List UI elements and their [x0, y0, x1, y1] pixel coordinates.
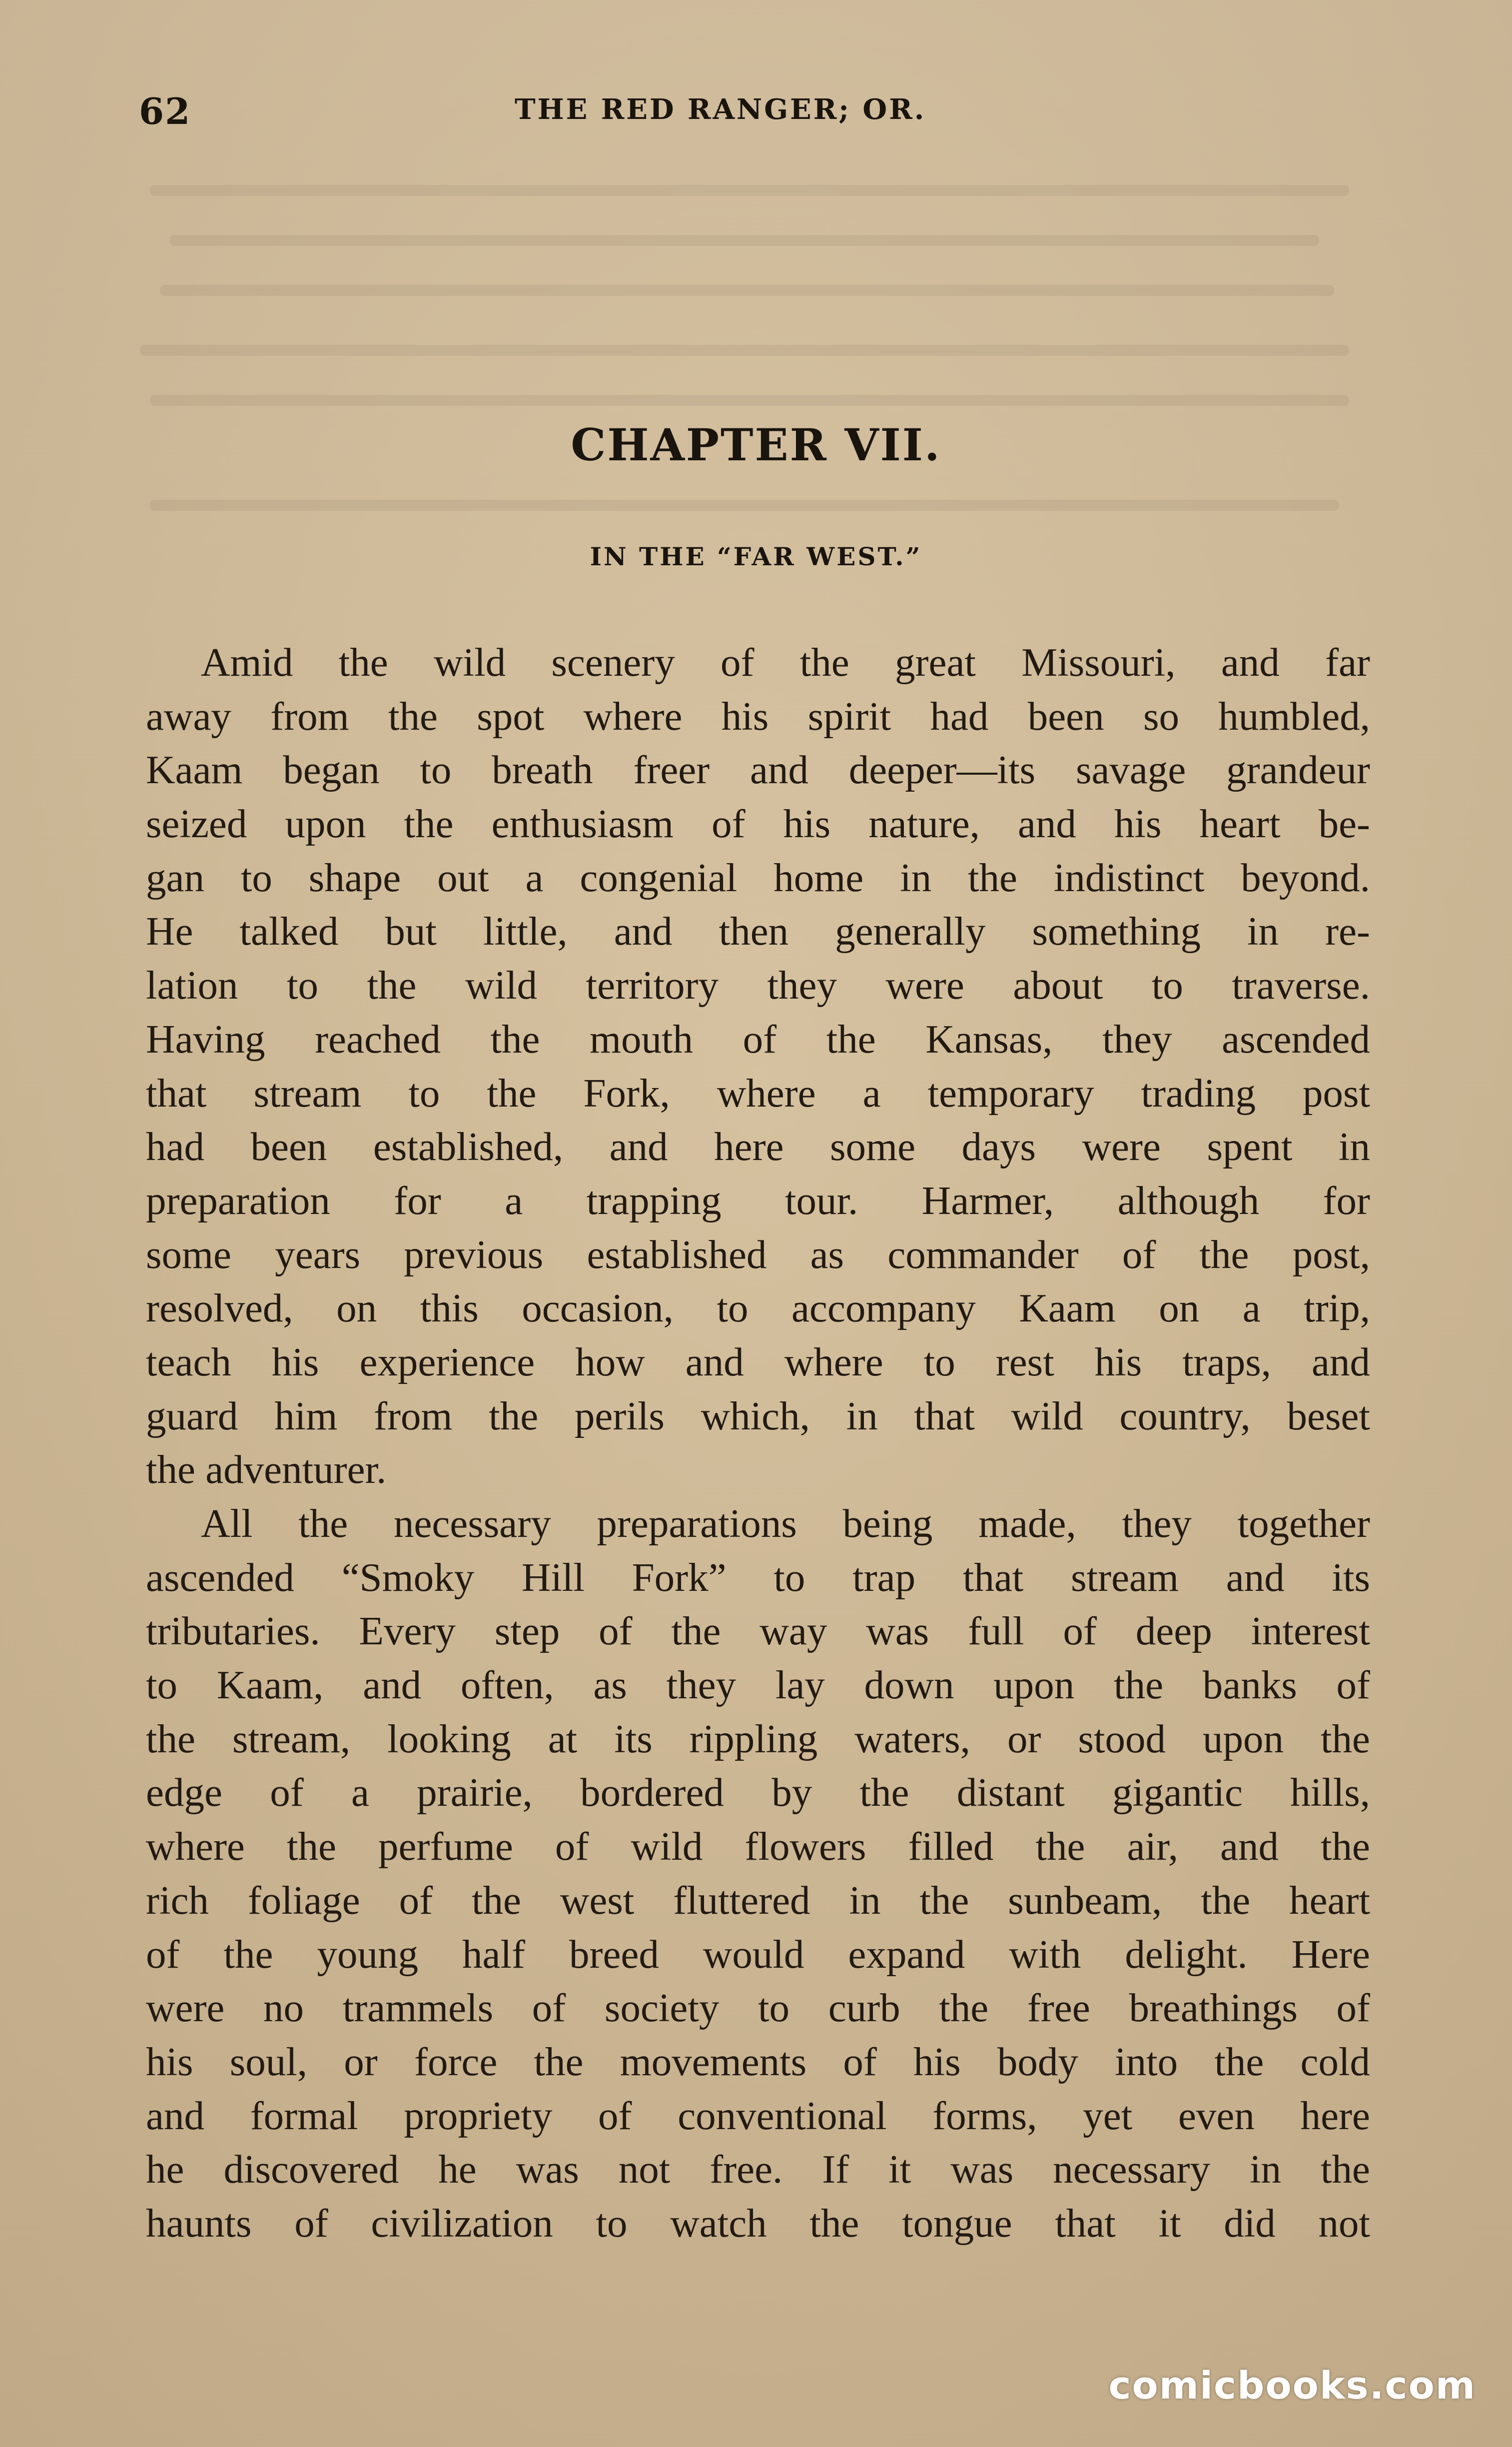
text-line: had been established, and here some days were spent in [146, 1124, 1370, 1170]
body-text [146, 636, 1370, 2251]
text-line: away from the spot where his spirit had been so humbled, [146, 693, 1370, 739]
text-line: that stream to the Fork, where a temporary trading post [146, 1070, 1370, 1116]
text-line: teach his experience how and where to rest his traps, and [146, 1339, 1370, 1384]
chapter-subtitle: IN THE “FAR WEST.” [590, 542, 922, 571]
text-line: resolved, on this occasion, to accompany Kaam on a trip, [146, 1285, 1370, 1331]
watermark: comicbooks.com [1108, 2363, 1476, 2408]
text-line: and formal propriety of conventional forms, yet even here [146, 2093, 1370, 2138]
text-line: the adventurer. [146, 1447, 387, 1492]
text-line: seized upon the enthusiasm of his nature, and his heart be- [146, 801, 1370, 847]
text-line: lation to the wild territory they were about to traverse. [146, 963, 1370, 1008]
text-line: the stream, looking at its rippling waters, or stood upon the [146, 1716, 1370, 1761]
show-through-line [160, 285, 1334, 296]
text-line: where the perfume of wild flowers filled the air, and the [146, 1824, 1370, 1869]
text-line: tributaries. Every step of the way was full of deep interest [146, 1608, 1370, 1654]
text-line: edge of a prairie, bordered by the distant gigantic hills, [146, 1770, 1370, 1815]
text-line: Having reached the mouth of the Kansas, they ascended [146, 1016, 1370, 1062]
text-line: Kaam began to breath freer and deeper—its savage grandeur [146, 747, 1370, 793]
show-through-line [150, 395, 1349, 406]
text-line: his soul, or force the movements of his body into the cold [146, 2039, 1370, 2084]
running-head: THE RED RANGER; OR. [515, 93, 926, 126]
paragraph-2 [146, 1497, 1370, 2251]
text-line: Amid the wild scenery of the great Missouri, and far [201, 640, 1370, 685]
page-number: 62 [139, 90, 191, 132]
text-line: preparation for a trapping tour. Harmer, although for [146, 1178, 1370, 1223]
text-line: All the necessary preparations being made, they together [201, 1501, 1370, 1546]
text-line: haunts of civilization to watch the tongue that it did not [146, 2200, 1370, 2246]
chapter-title: CHAPTER VII. [571, 419, 941, 471]
show-through-line [150, 500, 1339, 511]
text-line: he discovered he was not free. If it was necessary in the [146, 2147, 1370, 2192]
show-through-line [170, 235, 1319, 246]
text-line: were no trammels of society to curb the free breathings of [146, 1985, 1370, 2031]
show-through-line [140, 345, 1349, 356]
text-line: He talked but little, and then generally something in re- [146, 909, 1370, 954]
text-line: of the young half breed would expand with delight. Here [146, 1931, 1370, 1977]
text-line: ascended “Smoky Hill Fork” to trap that stream and its [146, 1554, 1370, 1600]
paragraph-1 [146, 636, 1370, 1497]
text-line: some years previous established as commander of the post, [146, 1231, 1370, 1277]
show-through-line [150, 185, 1349, 196]
text-line: guard him from the perils which, in that wild country, beset [146, 1393, 1370, 1438]
text-line: to Kaam, and often, as they lay down upon the banks of [146, 1662, 1370, 1708]
text-line: gan to shape out a congenial home in the indistinct beyond. [146, 855, 1370, 900]
text-line: rich foliage of the west fluttered in the sunbeam, the heart [146, 1877, 1370, 1923]
